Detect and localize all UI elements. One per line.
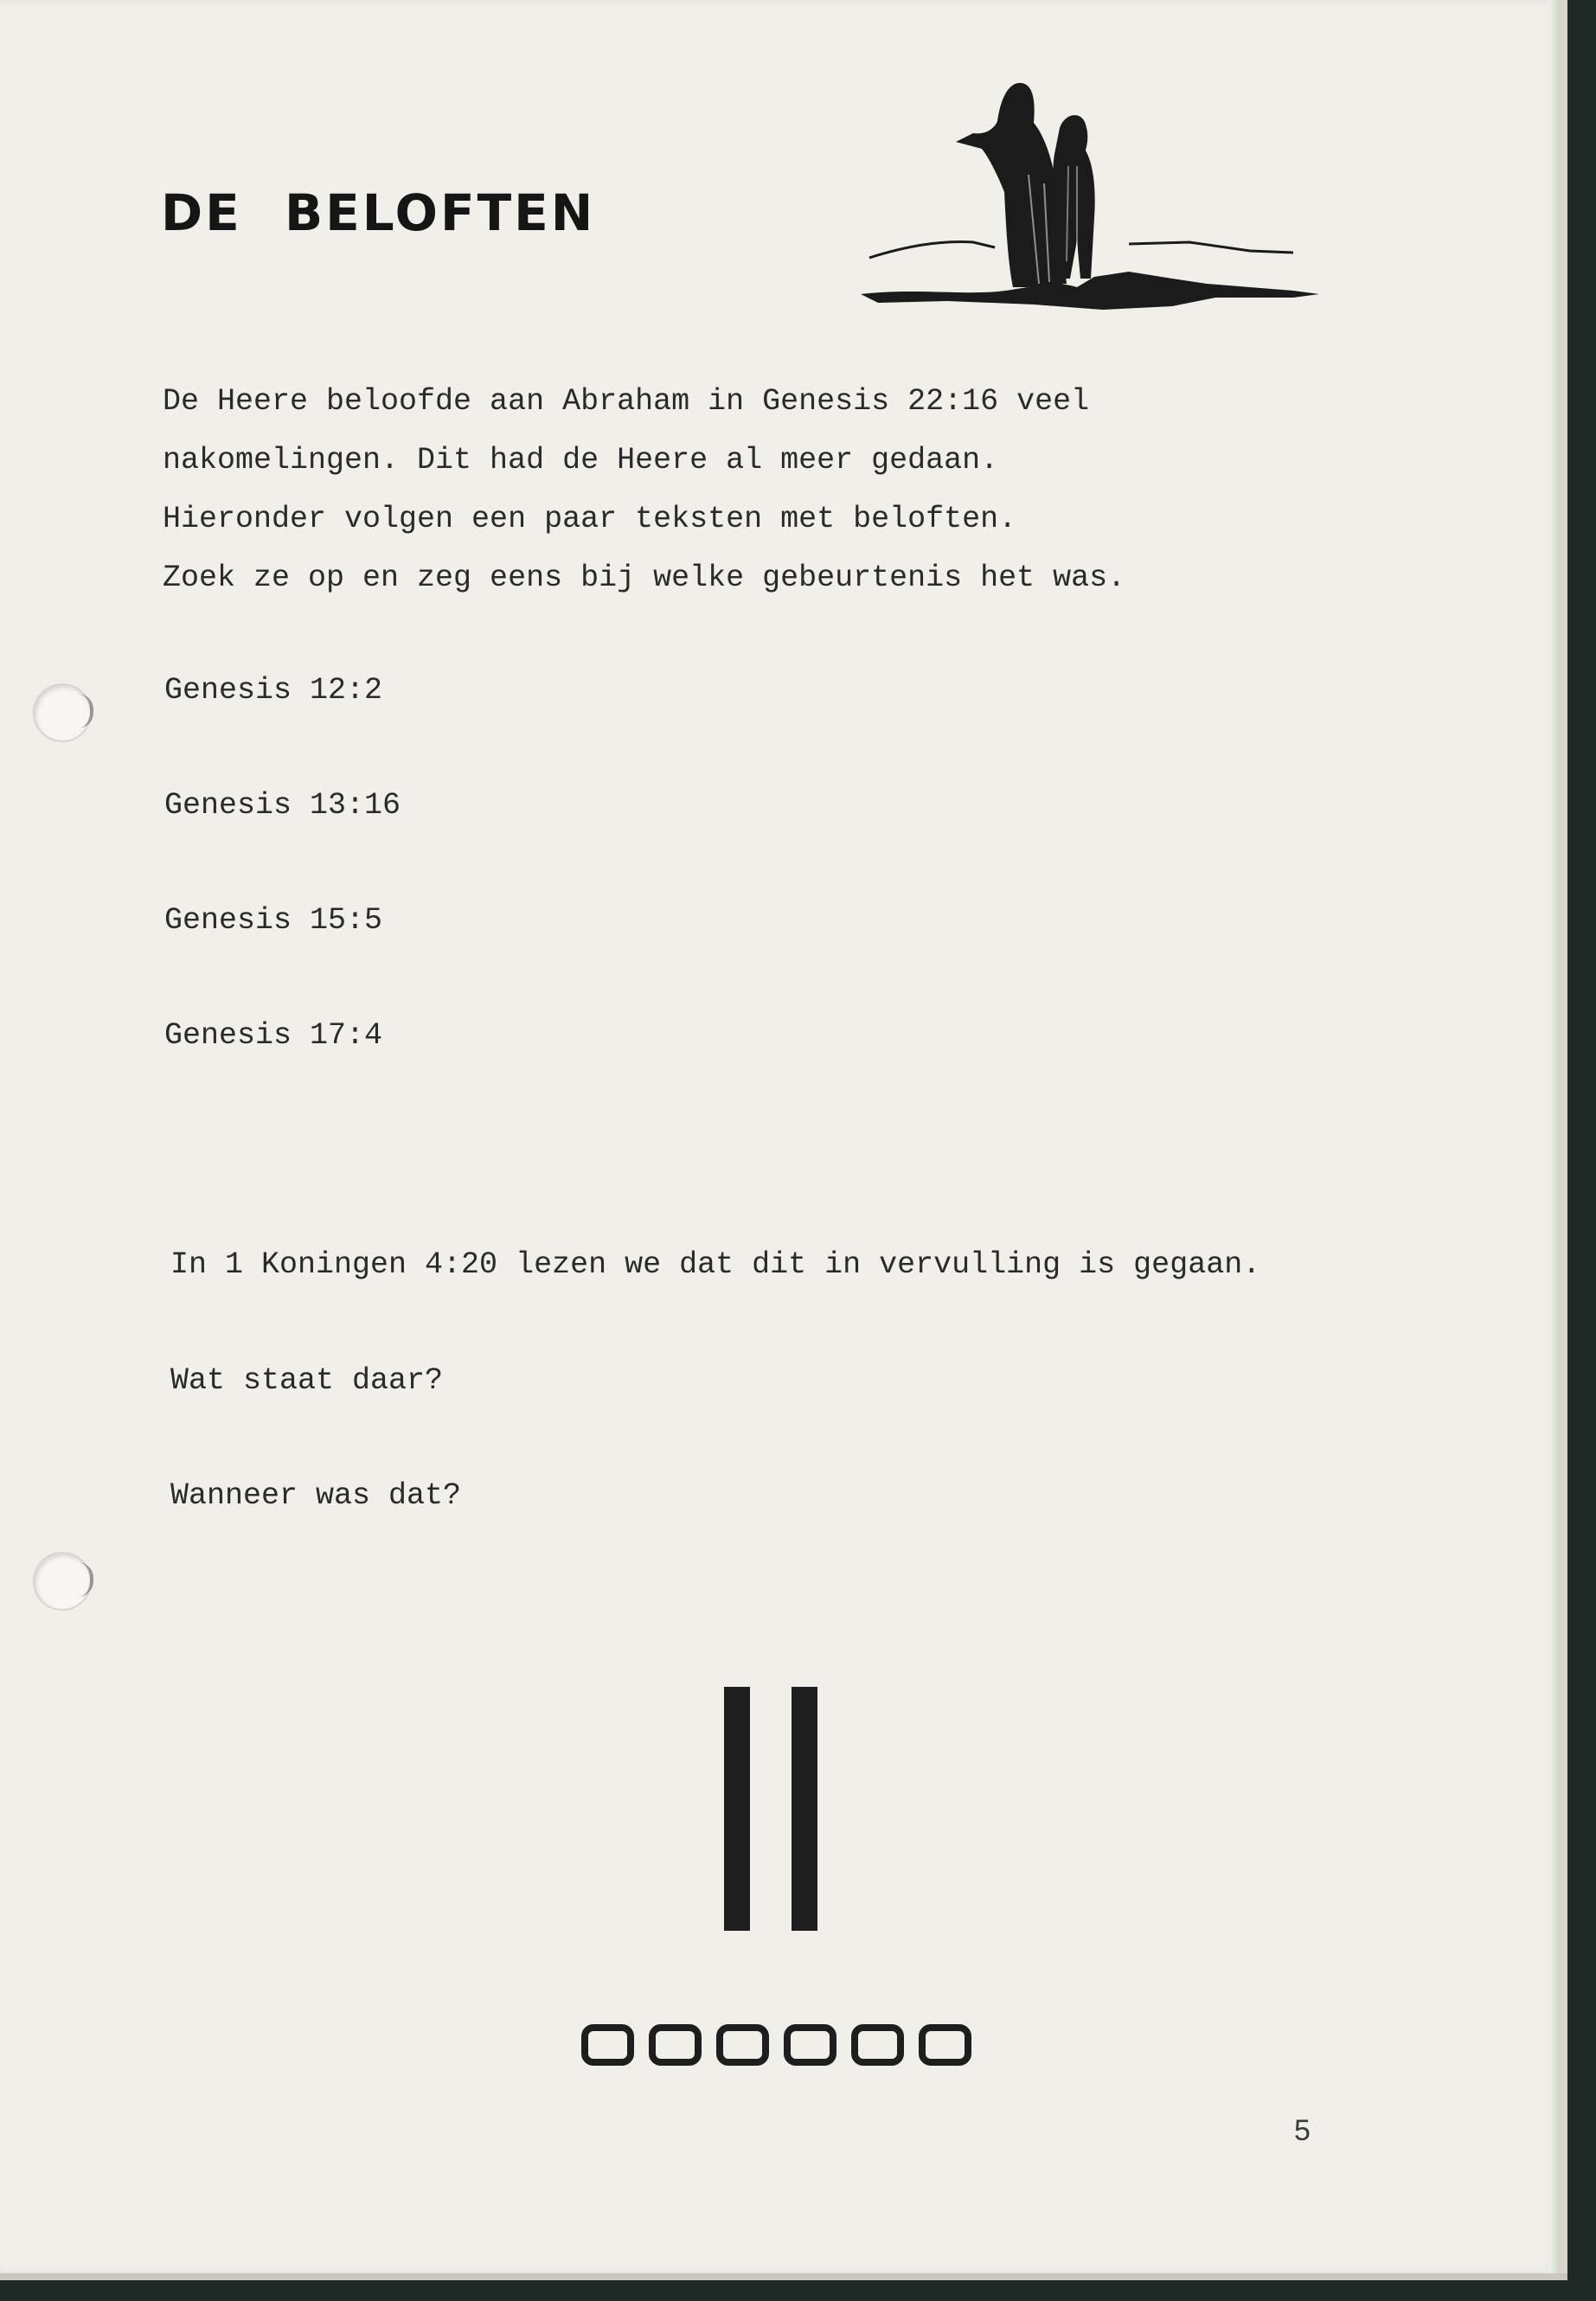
illustration-abraham-isaac xyxy=(843,71,1328,356)
bible-reference: Genesis 17:4 xyxy=(164,1018,383,1053)
page-title: DE BELOFTEN xyxy=(161,183,596,242)
circle-ornament xyxy=(581,2024,634,2066)
punch-hole-icon xyxy=(33,1552,92,1611)
intro-line: Zoek ze op en zeg eens bij welke gebeurtenis het was. xyxy=(163,561,1126,595)
intro-line: nakomelingen. Dit had de Heere al meer gedaan. xyxy=(163,443,999,478)
circle-ornament xyxy=(919,2024,971,2066)
page-edge xyxy=(1557,0,1567,2273)
circle-row-ornament xyxy=(581,2024,971,2066)
intro-line: De Heere beloofde aan Abraham in Genesis 22:16 veel xyxy=(163,384,1090,419)
intro-line: Hieronder volgen een paar teksten met beloften. xyxy=(163,502,1017,536)
punch-hole-icon xyxy=(33,683,92,742)
circle-ornament xyxy=(649,2024,702,2066)
bible-reference: Genesis 12:2 xyxy=(164,673,383,708)
circle-ornament xyxy=(851,2024,904,2066)
bible-reference: Genesis 15:5 xyxy=(164,903,383,938)
question: Wanneer was dat? xyxy=(170,1478,462,1513)
double-bar-ornament xyxy=(792,1687,817,1931)
circle-ornament xyxy=(716,2024,769,2066)
page-edge-tint xyxy=(1548,0,1557,2273)
page-bottom-edge xyxy=(0,2273,1567,2280)
page-number: 5 xyxy=(1294,2114,1311,2147)
bible-reference: Genesis 13:16 xyxy=(164,788,401,823)
question: Wat staat daar? xyxy=(170,1363,444,1398)
double-bar-ornament xyxy=(724,1687,750,1931)
fulfillment-statement: In 1 Koningen 4:20 lezen we dat dit in vervulling is gegaan. xyxy=(170,1247,1261,1282)
circle-ornament xyxy=(784,2024,836,2066)
intro-paragraph xyxy=(163,372,1417,607)
